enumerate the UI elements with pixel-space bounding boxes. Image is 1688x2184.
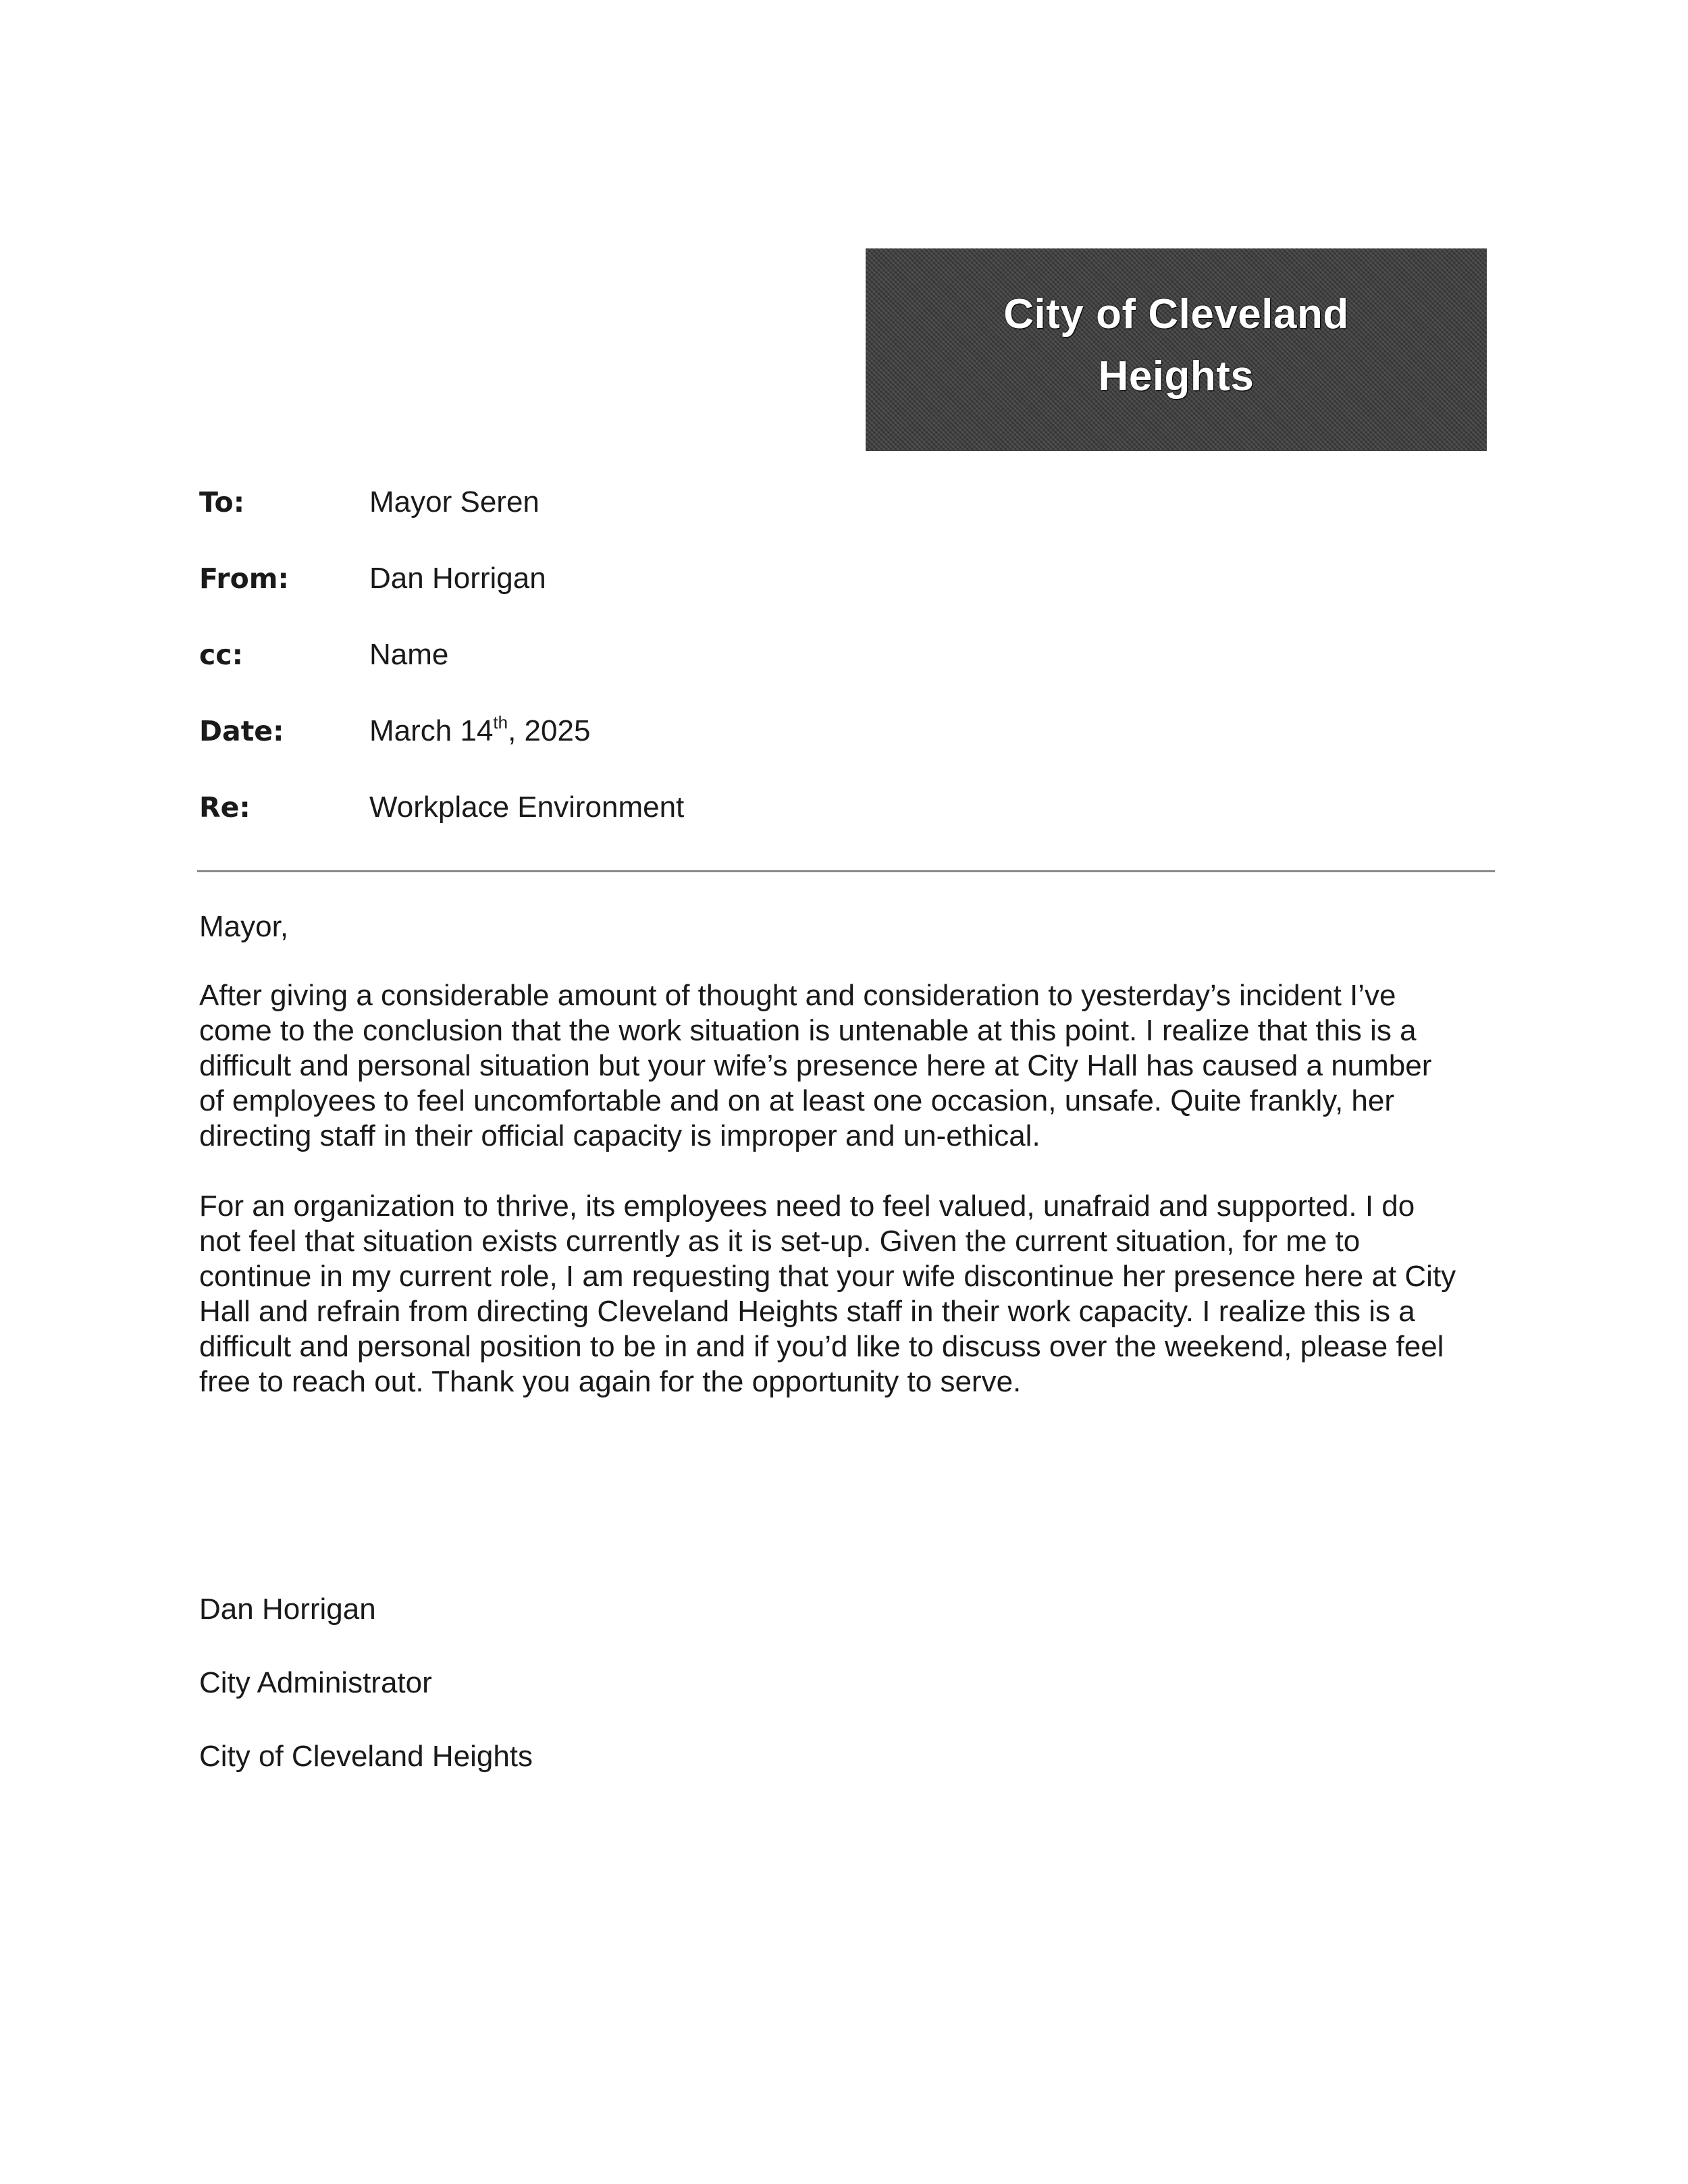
from-value: Dan Horrigan [369, 562, 546, 595]
date-prefix: March 14 [369, 714, 494, 747]
cc-value: Name [369, 638, 449, 671]
memo-header-fields [199, 483, 1482, 865]
date-value [369, 712, 590, 750]
organization-name: City of Cleveland Heights [1003, 291, 1349, 400]
to-field [199, 483, 1482, 560]
re-label: Re: [199, 791, 250, 824]
signature-block [199, 1591, 533, 1811]
date-ordinal-suffix: th [493, 712, 508, 733]
signature-name: Dan Horrigan [199, 1593, 376, 1626]
from-field [199, 560, 1482, 636]
re-value: Workplace Environment [369, 791, 685, 824]
to-label: To: [199, 486, 245, 518]
signature-organization: City of Cleveland Heights [199, 1740, 533, 1773]
salutation: Mayor, [199, 910, 289, 943]
signature-title: City Administrator [199, 1666, 432, 1699]
re-field [199, 789, 1482, 865]
memo-body [199, 909, 1496, 1435]
body-paragraph-2: For an organization to thrive, its employees need to feel valued, unafraid and supported. I do not feel that situation exists currently as it is set-up. Given the current situation, for me to continue in my current role, I am requesting that your wife discontinue her presence here at City Hall and refrain from directing Cleveland Heights staff in their work capacity. I realize this is a difficult and personal position to be in and if you’d like to discuss over the weekend, please feel free to reach out. Thank you again for the opportunity to serve. [199, 1190, 1456, 1398]
to-value: Mayor Seren [369, 485, 539, 518]
cc-label: cc: [199, 639, 244, 671]
header-divider [197, 870, 1495, 872]
organization-header-box [866, 248, 1487, 451]
cc-field [199, 636, 1482, 712]
body-paragraph-1: After giving a considerable amount of thought and consideration to yesterday’s incident I’ve come to the conclusion that the work situation is untenable at this point. I realize that this is a difficult and personal situation but your wife’s presence here at City Hall has caused a number of employees to feel uncomfortable and on at least one occasion, unsafe. Quite frankly, her directing staff in their official capacity is improper and un-ethical. [199, 979, 1432, 1152]
date-field [199, 712, 1482, 789]
date-label: Date: [199, 715, 284, 747]
from-label: From: [199, 562, 289, 595]
date-year: , 2025 [508, 714, 591, 747]
